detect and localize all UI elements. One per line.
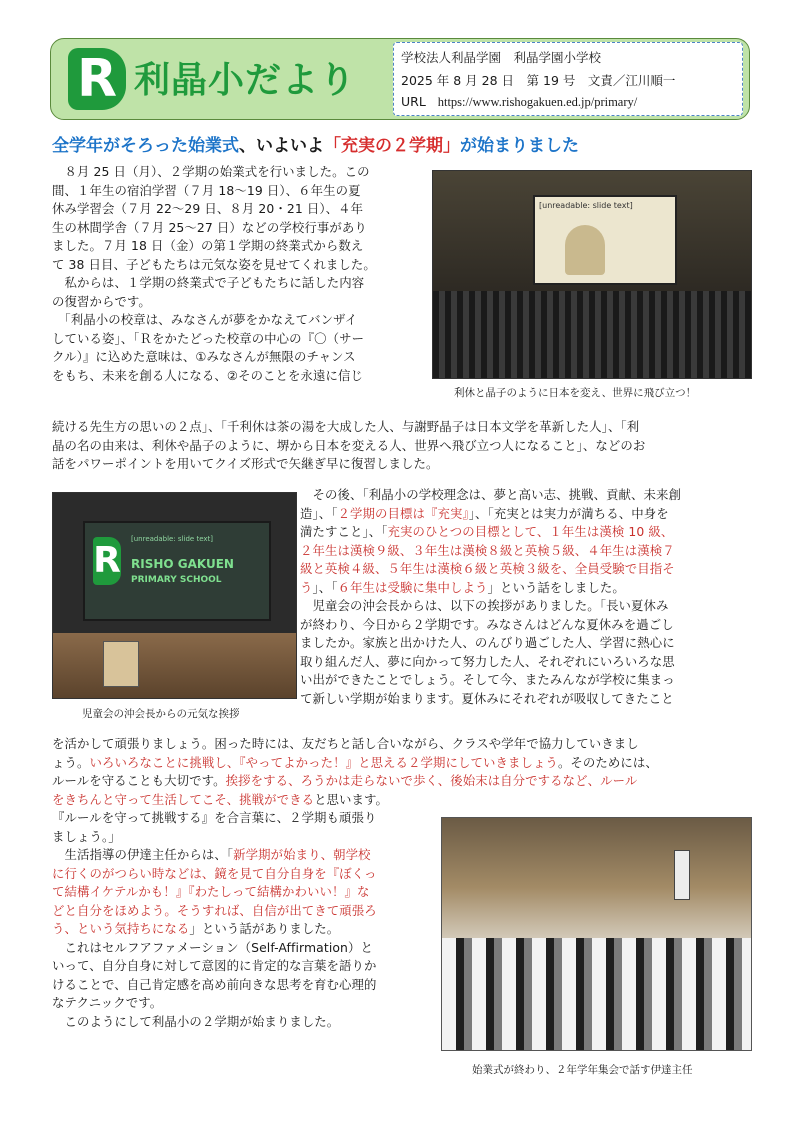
text-line: クル）』に込めた意味は、①みなさんが無限のチャンス — [52, 349, 356, 364]
issue-line: 2025 年 8 月 28 日 第 19 号 文責／江川順一 — [401, 73, 676, 88]
article-wide-2 — [52, 735, 752, 809]
col3-line: このようにして利晶小の２学期が始まりました。 — [52, 1013, 340, 1029]
photo2-caption: 児童会の沖会長からの元気な挨拶 — [82, 708, 240, 720]
article-col2 — [300, 486, 752, 708]
photo-stage-greeting — [52, 492, 297, 699]
newsletter-title: 利晶小だより — [134, 60, 357, 101]
text-line: ８月 25 日（月）、２学期の始業式を行いました。この — [52, 164, 370, 179]
audience-rows — [433, 291, 751, 378]
photo3-caption: 始業式が終わり、２年学年集会で話す伊達主任 — [472, 1064, 693, 1076]
headline-part1: 全学年がそろった始業式 — [52, 136, 239, 156]
photo1-caption: 利休と晶子のように日本を変え、世界に飛び立つ！ — [454, 387, 697, 399]
col2-line: が終わり、今日から２学期です。みなさんはどんな夏休みを過ごし — [300, 616, 674, 632]
text-line: 間、１年生の宿泊学習（７月 18〜19 日）、６年生の夏 — [52, 182, 361, 198]
teacher-figure — [674, 850, 690, 900]
col2-line: ましたか。家族と出かけた人、のんびり過ごした人、学習に熱心に — [300, 635, 675, 650]
url-link[interactable]: https://www.rishogakuen.ed.jp/primary/ — [437, 95, 638, 109]
portrait-figure-icon — [565, 225, 605, 275]
text-line: 晶の名の由来は、利休や晶子のように、堺から日本を変える人、世界へ飛び立つ人になること」、などのお — [52, 437, 646, 453]
col3-line: いって、自分自身に対して意図的に肯定的な言葉を語りか — [52, 958, 377, 973]
text-line: をもち、未来を創る人になる、②そのことを永遠に信じ — [52, 367, 363, 383]
article-intro — [52, 163, 432, 385]
stage-screen — [83, 521, 271, 621]
text-line: の復習からです。 — [52, 293, 151, 309]
text-line: ました。７月 18 日（金）の第１学期の終業式から数え — [52, 238, 364, 253]
photo-assembly-hall — [432, 170, 752, 379]
col3-line: ましょう。」 — [52, 828, 121, 844]
slide-text: [unreadable: slide text] — [539, 201, 633, 210]
col2-line: 取り組んだ人、夢に向かって努力した人、それぞれにいろいろな思 — [300, 653, 675, 669]
col3-line: に行くのがつらい時などは、鏡を見て自分自身を『ぼくっ — [52, 865, 377, 881]
text-line: 生の林間学舎（７月 25〜27 日）などの学校行事があり — [52, 219, 367, 235]
photo-grade-assembly — [441, 817, 752, 1051]
headline-part3: 「充実の２学期」 — [324, 136, 460, 156]
screen-headline-text: [unreadable: slide text] — [131, 535, 213, 543]
col2-line: う」、「６年生は受験に集中しよう」という話をしました。 — [300, 579, 625, 595]
col2-line: ２年生は漢検９級、３年生は漢検８級と英検５級、４年生は漢検７ — [300, 542, 675, 558]
col3-line: て結構イケテルかも！』『わたしって結構かわいい！』な — [52, 884, 370, 899]
col2-line: 造」、「２学期の目標は『充実』」、「充実とは実力が満ちる、中身を — [300, 505, 669, 521]
wide2-line: ょう。いろいろなことに挑戦し、『やってよかった！』と思える２学期にしていきましょう。そのためには、 — [52, 754, 658, 770]
col2-line: その後、「利晶小の学校理念は、夢と高い志、挑戦、貢献、未来創 — [300, 487, 682, 502]
podium — [103, 641, 139, 687]
wide2-line: ルールを守ることも大切です。挨拶をする、ろうかは走らないで歩く、後始末は自分でするなど、ルール — [52, 773, 638, 788]
col3-line: 『ルールを守って挑戦する』を合言葉に、２学期も頑張り — [52, 810, 377, 825]
text-line: 話をパワーポイントを用いてクイズ形式で矢継ぎ早に復習しました。 — [52, 456, 439, 471]
col3-line: これはセルフアファメーション（Self-Affirmation）と — [52, 939, 373, 955]
text-line: 「利晶小の校章は、みなさんが夢をかなえてバンザイ — [52, 312, 358, 327]
url-label: URL — [401, 94, 426, 109]
article-wide-1 — [52, 418, 752, 474]
headline-part2: 、いよいよ — [239, 136, 324, 156]
url-line — [401, 94, 637, 110]
text-line: している姿」、「Ｒをかたどった校章の中心の『〇（サー — [52, 330, 365, 346]
col3-line: 生活指導の伊達主任からは、「新学期が始まり、朝学校 — [52, 847, 371, 862]
school-logo-on-screen-icon: R — [93, 537, 121, 585]
school-logo-icon: R — [68, 48, 126, 110]
col2-line: て新しい学期が始まります。夏休みにそれぞれが吸収してきたこと — [300, 690, 674, 706]
wide2-line: を活かして頑張りましょう。困った時には、友だちと話し合いながら、クラスや学年で協力していきまし — [52, 736, 639, 751]
col2-line: 児童会の沖会長からは、以下の挨拶がありました。「長い夏休み — [300, 598, 669, 613]
seated-students — [442, 938, 751, 1050]
projector-screen — [533, 195, 677, 285]
headline — [52, 131, 752, 156]
article-col3 — [52, 809, 437, 1031]
text-line: 休み学習会（７月 22〜29 日、８月 20・21 日）、４年 — [52, 201, 364, 216]
col3-line: う、という気持ちになる」という話がありました。 — [52, 921, 340, 936]
col2-line: 満たすこと」、「充実のひとつの目標として、１年生は漢検 10 級、 — [300, 524, 674, 539]
screen-school-name: RISHO GAKUEN — [131, 557, 234, 571]
headline-part4: が始まりました — [460, 136, 579, 156]
text-line: て 38 日目、子どもたちは元気な姿を見せてくれました。 — [52, 256, 376, 272]
col2-line: 級と英検４級、５年生は漢検６級と英検３級を、全員受験で目指そ — [300, 561, 675, 576]
text-line: 私からは、１学期の終業式で子どもたちに話した内容 — [52, 275, 365, 290]
col3-line: けることで、自己肯定感を高め前向きな思考を育む心理的 — [52, 976, 377, 992]
org-line: 学校法人利晶学園 利晶学園小学校 — [401, 50, 602, 65]
text-line: 続ける先生方の思いの２点」、「千利休は茶の湯を大成した人、与謝野晶子は日本文学を革新した人」、「利 — [52, 419, 640, 434]
wide2-line: をきちんと守って生活してこそ、挑戦ができると思います。 — [52, 791, 389, 807]
stage-floor — [53, 633, 296, 698]
col3-line: なテクニックです。 — [52, 995, 163, 1010]
col3-line: どと自分をほめよう。そうすれば、自信が出てきて頑張ろ — [52, 902, 377, 918]
col2-line: い出ができたことでしょう。そして今、またみんなが学校に集まっ — [300, 672, 675, 687]
screen-school-type: PRIMARY SCHOOL — [131, 575, 222, 585]
